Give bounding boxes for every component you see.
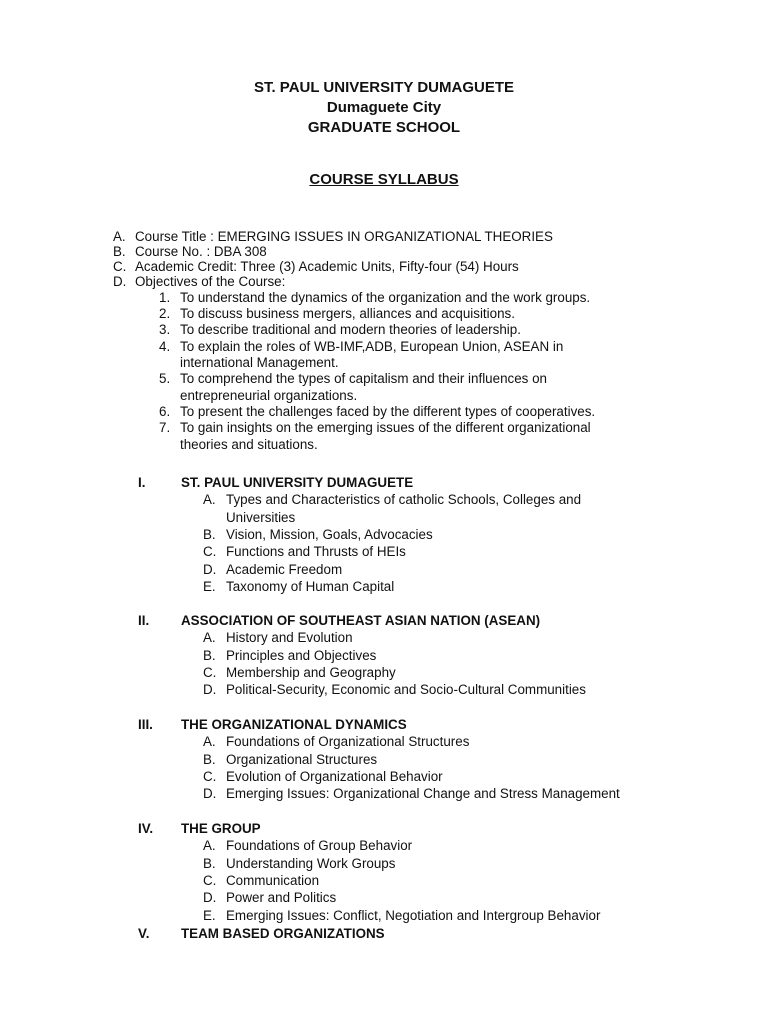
topic-letter: B.	[203, 751, 216, 767]
objective-text: To present the challenges faced by the different types of cooperatives.	[180, 404, 596, 419]
objective-number: 4.	[159, 338, 171, 354]
section-title: ASSOCIATION OF SOUTHEAST ASIAN NATION (ASEAN)	[181, 613, 541, 628]
topic-text: Political-Security, Economic and Socio-Cultural Communities	[226, 682, 586, 698]
objective-number: 5.	[159, 371, 171, 387]
objective-text: To understand the dynamics of the organization and the work groups.	[180, 290, 591, 305]
topic-text: Membership and Geography	[226, 664, 396, 680]
section-title: TEAM BASED ORGANIZATIONS	[181, 926, 385, 941]
section-number: III.	[138, 717, 153, 732]
topic-letter: A.	[203, 734, 216, 750]
objective-text: To gain insights on the emerging issues of the different organizational	[180, 420, 591, 436]
objective-number: 1.	[159, 290, 171, 305]
topic-letter: B.	[203, 855, 216, 871]
topic-letter: C.	[203, 664, 217, 680]
objective-text: To comprehend the types of capitalism and their influences on	[180, 371, 547, 387]
info-letter: A.	[113, 229, 126, 244]
objective-number: 6.	[159, 404, 171, 419]
topic-letter: D.	[203, 682, 217, 698]
objective-text: To explain the roles of WB-IMF,ADB, European Union, ASEAN in	[180, 338, 564, 354]
topic-text: Foundations of Organizational Structures	[226, 734, 470, 750]
section-number: V.	[138, 926, 150, 941]
topic-text: Taxonomy of Human Capital	[226, 578, 395, 594]
topic-text: Vision, Mission, Goals, Advocacies	[226, 526, 433, 542]
topic-text: Principles and Objectives	[226, 647, 377, 663]
topic-letter: E.	[203, 578, 216, 594]
school-name: GRADUATE SCHOOL	[307, 119, 461, 136]
objective-text: To discuss business mergers, alliances and acquisitions.	[180, 306, 515, 322]
objective-number: 3.	[159, 322, 171, 338]
info-letter: B.	[113, 244, 126, 260]
section-number: II.	[138, 613, 150, 628]
topic-letter: E.	[203, 907, 216, 923]
objective-text: international Management.	[180, 355, 339, 371]
city-name: Dumaguete City	[326, 99, 442, 116]
objective-text: theories and situations.	[180, 436, 318, 452]
topic-text: History and Evolution	[226, 630, 353, 646]
topic-text: Communication	[226, 872, 320, 888]
topic-letter: C.	[203, 768, 217, 784]
topic-text: Academic Freedom	[226, 561, 343, 577]
topic-letter: C.	[203, 872, 217, 888]
topic-text: Power and Politics	[226, 890, 337, 906]
topic-letter: A.	[203, 630, 216, 646]
document-title: COURSE SYLLABUS	[309, 171, 459, 188]
topic-text: Organizational Structures	[226, 751, 378, 767]
info-letter: D.	[113, 274, 127, 290]
section-title: THE ORGANIZATIONAL DYNAMICS	[181, 717, 407, 732]
topic-letter: B.	[203, 647, 216, 663]
topic-text: Emerging Issues: Conflict, Negotiation and Intergroup Behavior	[226, 907, 601, 923]
section-title: ST. PAUL UNIVERSITY DUMAGUETE	[181, 475, 414, 490]
topic-text: Universities	[226, 509, 296, 525]
objective-number: 2.	[159, 306, 171, 322]
info-letter: C.	[113, 259, 127, 275]
topic-letter: A.	[203, 838, 216, 854]
topic-letter: D.	[203, 890, 217, 906]
university-name: ST. PAUL UNIVERSITY DUMAGUETE	[253, 79, 515, 96]
objective-number: 7.	[159, 420, 171, 436]
section-number: I.	[138, 475, 146, 490]
topic-text: Evolution of Organizational Behavior	[226, 768, 443, 784]
topic-letter: D.	[203, 561, 217, 577]
info-text: Course No. : DBA 308	[135, 244, 267, 260]
section-title: THE GROUP	[181, 821, 261, 836]
topic-text: Functions and Thrusts of HEIs	[226, 544, 406, 560]
topic-text: Foundations of Group Behavior	[226, 838, 413, 854]
info-text: Course Title : EMERGING ISSUES IN ORGANIZATIONAL THEORIES	[135, 229, 553, 244]
info-text: Academic Credit: Three (3) Academic Units, Fifty-four (54) Hours	[135, 259, 519, 275]
topic-text: Types and Characteristics of catholic Schools, Colleges and	[226, 492, 582, 508]
topic-letter: D.	[203, 786, 217, 802]
section-number: IV.	[138, 821, 154, 836]
topic-letter: C.	[203, 544, 217, 560]
topic-text: Emerging Issues: Organizational Change and Stress Management	[226, 786, 620, 802]
topic-letter: B.	[203, 526, 216, 542]
info-text: Objectives of the Course:	[135, 274, 286, 290]
objective-text: To describe traditional and modern theories of leadership.	[180, 322, 521, 338]
objective-text: entrepreneurial organizations.	[180, 387, 358, 403]
topic-letter: A.	[203, 492, 216, 508]
topic-text: Understanding Work Groups	[226, 855, 396, 871]
